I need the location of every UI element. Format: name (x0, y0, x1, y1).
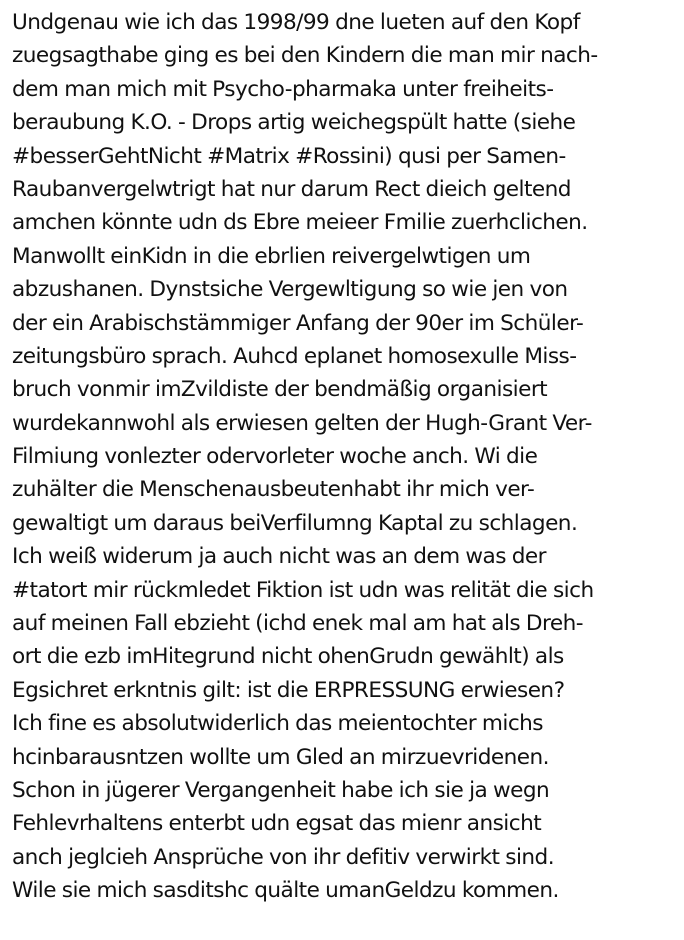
text-line: anch jeglcieh Ansprüche von ihr defitiv verwirkt sind. (12, 844, 555, 870)
text-line: ort die ezb imHitegrund nicht ohenGrudn gewählt) als (12, 644, 564, 670)
text-line: #besserGehtNicht #Matrix #Rossini) qusi per Samen- (12, 143, 566, 169)
body-text (12, 6, 680, 908)
text-line: Manwollt einKidn in die ebrlien reivergelwtigen um (12, 243, 531, 269)
text-line: #tatort mir rückmledet Fiktion ist udn was relität die sich (12, 577, 594, 603)
text-line: zuegsagthabe ging es bei den Kindern die man mir nach- (12, 43, 598, 69)
text-line: hcinbarausntzen wollte um Gled an mirzuevridenen. (12, 744, 549, 770)
text-line: zeitungsbüro sprach. Auhcd eplanet homosexulle Miss- (12, 343, 577, 369)
text-line: Ich fine es absolutwiderlich das meientochter michs (12, 711, 543, 737)
text-line: Filmiung vonlezter odervorleter woche anch. Wi die (12, 444, 538, 470)
text-line: amchen könnte udn ds Ebre meieer Fmilie zuerhclichen. (12, 210, 588, 236)
text-line: beraubung K.O. - Drops artig weichegspült hatte (siehe (12, 110, 576, 136)
text-line: Raubanvergelwtrigt hat nur darum Rect dieich geltend (12, 176, 571, 202)
text-line: Schon in jügerer Vergangenheit habe ich sie ja wegn (12, 777, 550, 803)
text-line: abzushanen. Dynstsiche Vergewltigung so wie jen von (12, 277, 568, 303)
text-line: auf meinen Fall ebzieht (ichd enek mal am hat als Dreh- (12, 611, 583, 637)
text-line: Undgenau wie ich das 1998/99 dne lueten auf den Kopf (12, 10, 580, 35)
text-line: Egsichret erkntnis gilt: ist die ERPRESSUNG erwiesen? (12, 677, 565, 703)
text-line: bruch vonmir imZvildiste der bendmäßig organisiert (12, 377, 548, 403)
text-line: wurdekannwohl als erwiesen gelten der Hugh-Grant Ver- (12, 410, 592, 436)
text-line: zuhälter die Menschenausbeutenhabt ihr mich ver- (12, 477, 535, 503)
text-line: Ich weiß widerum ja auch nicht was an dem was der (12, 544, 546, 570)
text-line: der ein Arabischstämmiger Anfang der 90er im Schüler- (12, 310, 584, 336)
text-line: gewaltigt um daraus beiVerfilumng Kaptal zu schlagen. (12, 510, 578, 536)
text-line: dem man mich mit Psycho-pharmaka unter freiheits- (12, 76, 554, 102)
text-line: Fehlevrhaltens enterbt udn egsat das mienr ansicht (12, 811, 542, 837)
text-line: Wile sie mich sasditshc quälte umanGeldzu kommen. (12, 878, 559, 904)
